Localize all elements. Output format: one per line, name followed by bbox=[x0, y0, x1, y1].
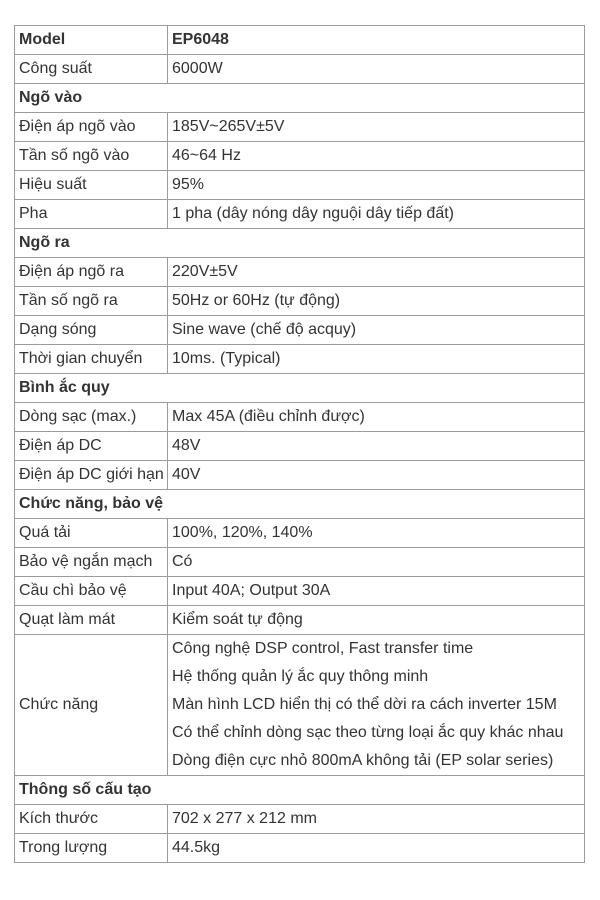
spec-row bbox=[15, 519, 585, 548]
spec-table-body bbox=[15, 26, 585, 863]
spec-value: 40V bbox=[168, 461, 585, 490]
spec-value: Max 45A (điều chỉnh được) bbox=[168, 403, 585, 432]
spec-value: 1 pha (dây nóng dây nguội dây tiếp đất) bbox=[168, 200, 585, 229]
spec-value: Kiểm soát tự động bbox=[168, 606, 585, 635]
section-row bbox=[15, 84, 585, 113]
spec-value: 10ms. (Typical) bbox=[168, 345, 585, 374]
spec-row bbox=[15, 142, 585, 171]
spec-label: Điện áp ngõ vào bbox=[15, 113, 168, 142]
spec-value: 44.5kg bbox=[168, 834, 585, 863]
spec-label: Trong lượng bbox=[15, 834, 168, 863]
spec-value: 46~64 Hz bbox=[168, 142, 585, 171]
spec-label: Hiệu suất bbox=[15, 171, 168, 200]
spec-value-line: Công nghệ DSP control, Fast transfer time bbox=[172, 640, 474, 657]
spec-label: Thời gian chuyển bbox=[15, 345, 168, 374]
section-row bbox=[15, 229, 585, 258]
section-title: Ngõ vào bbox=[15, 84, 585, 113]
spec-row bbox=[15, 432, 585, 461]
spec-value bbox=[168, 635, 585, 776]
section-row bbox=[15, 374, 585, 403]
section-title: Thông số cấu tạo bbox=[15, 776, 585, 805]
spec-label: Tần số ngõ vào bbox=[15, 142, 168, 171]
spec-label: Chức năng bbox=[15, 635, 168, 776]
spec-row bbox=[15, 548, 585, 577]
section-title: Ngõ ra bbox=[15, 229, 585, 258]
spec-label: Bảo vệ ngắn mạch bbox=[15, 548, 168, 577]
spec-label: Cầu chì bảo vệ bbox=[15, 577, 168, 606]
spec-row bbox=[15, 403, 585, 432]
section-row bbox=[15, 776, 585, 805]
spec-value: 185V~265V±5V bbox=[168, 113, 585, 142]
spec-label: Dòng sạc (max.) bbox=[15, 403, 168, 432]
spec-value: 100%, 120%, 140% bbox=[168, 519, 585, 548]
spec-row bbox=[15, 258, 585, 287]
spec-row bbox=[15, 805, 585, 834]
spec-value: Sine wave (chế độ acquy) bbox=[168, 316, 585, 345]
spec-row bbox=[15, 461, 585, 490]
spec-value: Có bbox=[168, 548, 585, 577]
spec-row bbox=[15, 287, 585, 316]
spec-label: Công suất bbox=[15, 55, 168, 84]
spec-label: Pha bbox=[15, 200, 168, 229]
spec-label: Quạt làm mát bbox=[15, 606, 168, 635]
spec-row bbox=[15, 635, 585, 776]
spec-label: Điện áp DC giới hạn bbox=[15, 461, 168, 490]
spec-value-line: Hệ thống quản lý ắc quy thông minh bbox=[172, 668, 429, 685]
spec-value-line: Dòng điện cực nhỏ 800mA không tải (EP solar series) bbox=[172, 752, 554, 769]
spec-value-line: Màn hình LCD hiển thị có thể dời ra cách inverter 15M bbox=[172, 696, 557, 713]
spec-row bbox=[15, 26, 585, 55]
spec-row bbox=[15, 113, 585, 142]
spec-value: 702 x 277 x 212 mm bbox=[168, 805, 585, 834]
section-title: Chức năng, bảo vệ bbox=[15, 490, 585, 519]
spec-row bbox=[15, 345, 585, 374]
spec-row bbox=[15, 55, 585, 84]
spec-value: Input 40A; Output 30A bbox=[168, 577, 585, 606]
spec-label: Quá tải bbox=[15, 519, 168, 548]
spec-row bbox=[15, 171, 585, 200]
spec-label: Điện áp DC bbox=[15, 432, 168, 461]
spec-value: EP6048 bbox=[168, 26, 585, 55]
spec-row bbox=[15, 200, 585, 229]
section-row bbox=[15, 490, 585, 519]
spec-label: Model bbox=[15, 26, 168, 55]
spec-value-line: Có thể chỉnh dòng sạc theo từng loại ắc quy khác nhau bbox=[172, 724, 564, 741]
spec-row bbox=[15, 316, 585, 345]
spec-row bbox=[15, 577, 585, 606]
spec-value: 48V bbox=[168, 432, 585, 461]
section-title: Bình ắc quy bbox=[15, 374, 585, 403]
spec-row bbox=[15, 834, 585, 863]
spec-label: Dạng sóng bbox=[15, 316, 168, 345]
spec-value: 6000W bbox=[168, 55, 585, 84]
spec-value: 95% bbox=[168, 171, 585, 200]
spec-label: Tần số ngõ ra bbox=[15, 287, 168, 316]
spec-label: Kích thước bbox=[15, 805, 168, 834]
spec-value: 50Hz or 60Hz (tự động) bbox=[168, 287, 585, 316]
spec-table bbox=[14, 25, 585, 863]
spec-label: Điện áp ngõ ra bbox=[15, 258, 168, 287]
spec-row bbox=[15, 606, 585, 635]
spec-value: 220V±5V bbox=[168, 258, 585, 287]
